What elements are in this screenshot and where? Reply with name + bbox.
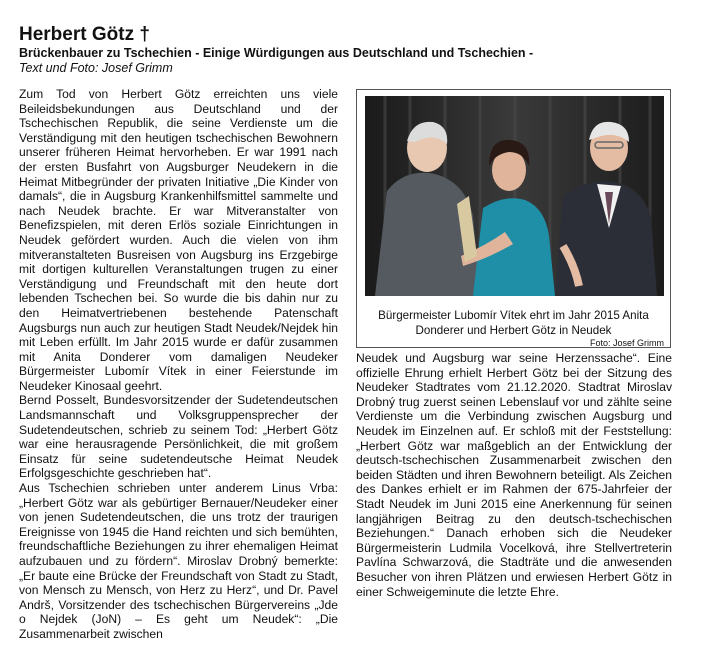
article-title: Herbert Götz † xyxy=(19,24,150,45)
photo-credit: Foto: Josef Grimm xyxy=(589,338,664,348)
photo-figure xyxy=(356,89,671,348)
photo-illustration xyxy=(365,96,664,296)
left-column xyxy=(19,87,338,642)
photo-caption: Bürgermeister Lubomír Vítek ehrt im Jahr 2015 Anita Donderer und Herbert Götz in Neudek xyxy=(378,309,649,337)
paragraph: Zum Tod von Herbert Götz erreichten uns viele Beileidsbekundungen aus Deutschland und der Tschechischen Republik, die seine Verdienste um die Verständigung mit den heutigen tschechischen Bewohnern unserer früheren Heimat hervorheben. Er war 1991 nach der ersten Busfahrt von Augsburger Neudekern in die Heimat Mitbegründer der privaten Initiative „Die Kinder von damals“, die in Augsburg Krankenhilfsmittel sammelte und nach Neudek brachte. Er war Mitveranstalter von Benefizspielen, mit deren Erlös soziale Einrichtungen in Neudek gefördert wurden. Auch die vielen von ihm mitveranstalteten Busreisen von Augsburg ins Erzgebirge mit dortigen kulturellen Veranstaltungen trugen zu einer Verständigung und Freundschaft mit den heute dort lebenden Tschechen bei. So wurde die bis dahin nur zu den Heimatvertriebenen bestehende Patenschaft Augsburgs nun auch zur heutigen Stadt Neudek/Nejdek hin mit Leben erfüllt. Im Jahr 2015 wurde er dafür zusammen mit Anita Donderer vom damaligen Neudeker Bürgermeister Lubomír Vítek in einer Feierstunde im Neudeker Kinosaal geehrt. xyxy=(19,87,338,393)
right-column xyxy=(356,351,672,599)
article-byline: Text und Foto: Josef Grimm xyxy=(19,61,173,75)
paragraph: Bernd Posselt, Bundesvorsitzender der Sudetendeutschen Landsmannschaft und Volksgruppensprecher der Sudetendeutschen, schrieb zu seinem Tod: „Herbert Götz war eine herausragende Persönlichkeit, die mit großem Einsatz für seine sudetendeutsche Heimat Neudek Erfolgsgeschichte geschrieben hat“. xyxy=(19,393,338,481)
paragraph: Aus Tschechien schrieben unter anderem Linus Vrba: „Herbert Götz war als gebürtiger Bernauer/Neudeker einer von jenen Sudetendeutschen, die uns trotz der traurigen Ereignisse von 1945 die Hand reichten und sich bemühten, freundschaftliche Beziehungen zu ihrer ehemaligen Heimat aufzubauen und zu fördern“. Miroslav Drobný bemerkte: „Er baute eine Brücke der Freundschaft von Stadt zu Stadt, von Mensch zu Mensch, von Herz zu Herz“, und Dr. Pavel Andrš, Vorsitzender des tschechischen Bürgervereins „Jde o Nejdek (JoN) – Es geht um Neudek“: „Die Zusammenarbeit zwischen xyxy=(19,481,338,641)
paragraph: Neudek und Augsburg war seine Herzenssache“. Eine offizielle Ehrung erhielt Herbert Götz bei der Sitzung des Neudeker Stadtrates vom 21.12.2020. Stadtrat Miroslav Drobný trug zuerst seinen Lebenslauf vor und zählte seine Verdienste um die Verbindung zwischen Augsburg und Neudek im Einzelnen auf. Er schloß mit der Feststellung: „Herbert Götz war maßgeblich an der Entwicklung der deutsch-tschechischen Zusammenarbeit zwischen den beiden Städten und ihren Bewohnern beteiligt. Als Zeichen des Dankes erhielt er im Rahmen der 675-Jahrfeier der Stadt Neudek im Juni 2015 eine Anerkennung für seinen langjährigen Beitrag zu den deutsch-tschechischen Beziehungen.“ Danach erhoben sich die Neudeker Bürgermeisterin Ludmila Vocelková, ihre Stellvertreterin Pavlína Schwarzová, die Stadträte und die anwesenden Besucher von ihren Plätzen und erwiesen Herbert Götz in einer Schweigeminute die letzte Ehre. xyxy=(356,351,672,599)
article-subtitle: Brückenbauer zu Tschechien - Einige Würdigungen aus Deutschland und Tschechien - xyxy=(19,46,534,60)
photo xyxy=(365,96,664,296)
